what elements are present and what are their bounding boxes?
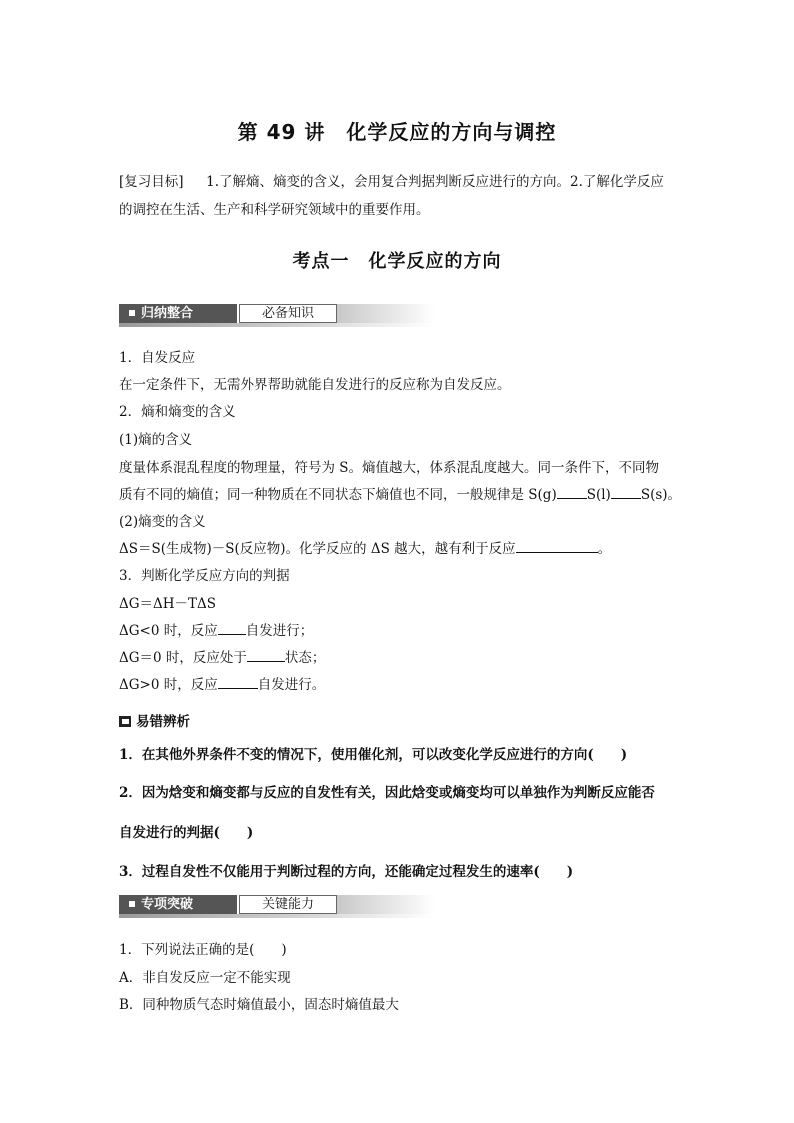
formula-4 xyxy=(119,673,325,693)
bar-fade xyxy=(337,895,435,914)
heading-3: 3．判断化学反应方向的判据 xyxy=(119,568,290,584)
sub-2: (2)熵变的含义 xyxy=(119,514,206,530)
section-title: 考点一 化学反应的方向 xyxy=(292,251,502,272)
formula-1: ΔG＝ΔH－TΔS xyxy=(119,596,217,612)
fill-blank xyxy=(611,486,641,499)
sub-1: (1)熵的含义 xyxy=(119,432,193,448)
bar-underline xyxy=(119,323,435,327)
bar-dark-text: 归纳整合 xyxy=(141,306,194,321)
section-bar-guina xyxy=(119,301,435,323)
exercise-option-b: B．同种物质气态时熵值最小，固态时熵值最大 xyxy=(119,997,399,1013)
square-icon xyxy=(129,310,135,316)
formula-2-a: ΔG<0 时，反应 xyxy=(119,623,218,639)
yicuo-q3: 3．过程自发性不仅能用于判断过程的方向，还能确定过程发生的速率( ) xyxy=(119,864,574,880)
para-2b-text: 质有不同的熵值；同一种物质在不同状态下熵值也不同，一般规律是 S(g) xyxy=(119,487,557,503)
yicuo-heading xyxy=(119,710,190,730)
para-2b-mid: S(l) xyxy=(586,487,611,503)
bar-light-label: 必备知识 xyxy=(239,304,337,323)
formula-3-b: 状态； xyxy=(284,650,326,666)
square-icon xyxy=(129,901,135,907)
formula-4-b: 自发进行。 xyxy=(257,677,326,693)
review-goal-text-1: 1.了解熵、熵变的含义，会用复合判据判断反应进行的方向。2.了解化学反应 xyxy=(206,174,664,190)
fill-blank xyxy=(247,649,285,662)
heading-1: 1．自发反应 xyxy=(119,350,196,366)
formula-2-b: 自发进行； xyxy=(245,623,314,639)
fill-blank xyxy=(218,676,258,689)
bar-dark-label xyxy=(119,895,237,914)
para-2a: 度量体系混乱程度的物理量，符号为 S。熵值越大，体系混乱度越大。同一条件下，不同物 xyxy=(119,460,660,476)
formula-3 xyxy=(119,646,325,666)
para-2b-end: S(s)。 xyxy=(640,487,682,503)
bar-underline xyxy=(119,914,435,918)
yicuo-label: 易错辨析 xyxy=(136,714,190,730)
exercise-question: 1．下列说法正确的是( ) xyxy=(119,942,287,958)
error-analysis-icon xyxy=(119,716,131,727)
section-bar-zhuanxiang xyxy=(119,892,435,914)
para-3-text: ΔS＝S(生成物)－S(反应物)。化学反应的 ΔS 越大，越有利于反应 xyxy=(119,541,516,557)
para-3 xyxy=(119,537,611,557)
heading-2: 2．熵和熵变的含义 xyxy=(119,404,236,420)
para-3-end: 。 xyxy=(597,541,612,557)
formula-2 xyxy=(119,619,313,639)
bar-dark-label xyxy=(119,304,237,323)
bar-fade xyxy=(337,304,435,323)
review-goal-line-2: 的调控在生活、生产和科学研究领域中的重要作用。 xyxy=(119,202,430,218)
bar-light-label: 关键能力 xyxy=(239,895,337,914)
formula-3-a: ΔG＝0 时，反应处于 xyxy=(119,650,247,666)
exercise-option-a: A．非自发反应一定不能实现 xyxy=(119,970,291,986)
review-goal-tag: [复习目标] xyxy=(119,174,184,190)
bar-dark-text: 专项突破 xyxy=(141,897,194,912)
review-goal-line-1 xyxy=(119,172,679,192)
yicuo-q1: 1．在其他外界条件不变的情况下，使用催化剂，可以改变化学反应进行的方向( ) xyxy=(119,747,628,763)
fill-blank xyxy=(218,622,246,635)
fill-blank xyxy=(557,486,587,499)
yicuo-q2b: 自发进行的判据( ) xyxy=(119,825,254,841)
page-title: 第 49 讲 化学反应的方向与调控 xyxy=(237,120,557,144)
para-2b xyxy=(119,483,681,503)
yicuo-q2a: 2．因为焓变和熵变都与反应的自发性有关，因此焓变或熵变均可以单独作为判断反应能否 xyxy=(119,785,655,801)
formula-4-a: ΔG>0 时，反应 xyxy=(119,677,218,693)
para-1: 在一定条件下，无需外界帮助就能自发进行的反应称为自发反应。 xyxy=(119,377,511,393)
fill-blank xyxy=(516,540,598,553)
